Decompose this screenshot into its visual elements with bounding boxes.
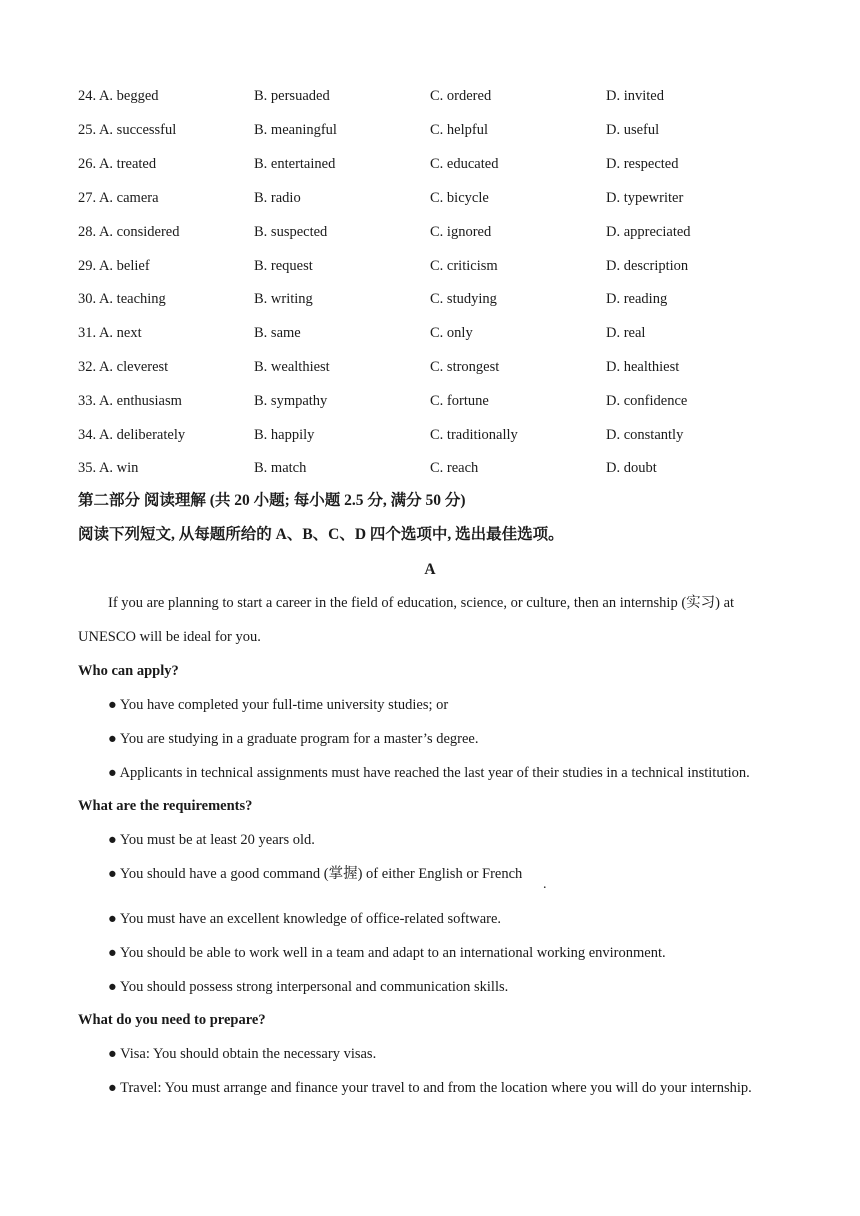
intro-paragraph-line-1: If you are planning to start a career in the field of education, science, or culture, then an internship (实习) at (108, 595, 735, 611)
question-row (78, 152, 798, 176)
prepare-heading: What do you need to prepare? (78, 1012, 266, 1028)
intro-paragraph-line-2: UNESCO will be ideal for you. (78, 629, 261, 645)
option-c: C. only (430, 325, 473, 341)
option-a: 24. A. begged (78, 88, 159, 104)
question-row (78, 321, 798, 345)
option-a: 35. A. win (78, 460, 139, 476)
option-b: B. happily (254, 427, 315, 443)
option-b: B. radio (254, 190, 301, 206)
bullet-item: ● You have completed your full-time university studies; or (108, 697, 449, 713)
option-d: D. appreciated (606, 224, 691, 240)
option-b: B. match (254, 460, 307, 476)
option-b: B. sympathy (254, 393, 328, 409)
option-d: D. reading (606, 291, 668, 307)
section-instruction: 阅读下列短文, 从每题所给的 A、B、C、D 四个选项中, 选出最佳选项。 (78, 526, 564, 543)
bullet-item: ● Visa: You should obtain the necessary visas. (108, 1046, 377, 1062)
bullet-item: ● Travel: You must arrange and finance your travel to and from the location where you will do your internship. (108, 1080, 752, 1096)
question-row (78, 186, 798, 210)
option-c: C. strongest (430, 359, 500, 375)
question-row (78, 287, 798, 311)
option-d: D. useful (606, 122, 660, 138)
question-row (78, 355, 798, 379)
question-row (78, 389, 798, 413)
option-d: D. doubt (606, 460, 657, 476)
question-row (78, 254, 798, 278)
stray-period-mark: . (543, 877, 547, 892)
option-a: 31. A. next (78, 325, 142, 341)
bullet-item: ● You must be at least 20 years old. (108, 832, 315, 848)
option-a: 34. A. deliberately (78, 427, 186, 443)
bullet-item: ● You should be able to work well in a team and adapt to an international working environment. (108, 945, 666, 961)
bullet-item: ● Applicants in technical assignments must have reached the last year of their studies in a technical institution. (108, 765, 750, 781)
bullet-item: ● You should have a good command (掌握) of either English or French (108, 866, 523, 882)
option-c: C. ignored (430, 224, 492, 240)
option-c: C. studying (430, 291, 497, 307)
option-d: D. respected (606, 156, 679, 172)
option-c: C. criticism (430, 258, 498, 274)
option-b: B. wealthiest (254, 359, 330, 375)
option-a: 25. A. successful (78, 122, 177, 138)
option-c: C. ordered (430, 88, 492, 104)
option-d: D. healthiest (606, 359, 680, 375)
option-b: B. persuaded (254, 88, 330, 104)
option-a: 28. A. considered (78, 224, 180, 240)
bullet-item: ● You are studying in a graduate program for a master’s degree. (108, 731, 479, 747)
option-c: C. educated (430, 156, 499, 172)
option-a: 26. A. treated (78, 156, 157, 172)
option-a: 32. A. cleverest (78, 359, 169, 375)
requirements-heading: What are the requirements? (78, 798, 253, 814)
option-b: B. same (254, 325, 301, 341)
option-a: 27. A. camera (78, 190, 159, 206)
option-c: C. helpful (430, 122, 488, 138)
question-row (78, 84, 798, 108)
option-b: B. suspected (254, 224, 328, 240)
question-row (78, 456, 798, 480)
bullet-item: ● You must have an excellent knowledge of office-related software. (108, 911, 502, 927)
question-row (78, 220, 798, 244)
option-d: D. description (606, 258, 689, 274)
option-b: B. entertained (254, 156, 336, 172)
option-b: B. writing (254, 291, 313, 307)
option-a: 29. A. belief (78, 258, 150, 274)
option-d: D. constantly (606, 427, 684, 443)
who-can-apply-heading: Who can apply? (78, 663, 179, 679)
question-row (78, 118, 798, 142)
bullet-item: ● You should possess strong interpersonal and communication skills. (108, 979, 509, 995)
option-d: D. real (606, 325, 646, 341)
option-c: C. fortune (430, 393, 489, 409)
option-a: 30. A. teaching (78, 291, 166, 307)
option-d: D. invited (606, 88, 664, 104)
section-title: 第二部分 阅读理解 (共 20 小题; 每小题 2.5 分, 满分 50 分) (78, 492, 466, 509)
option-b: B. request (254, 258, 313, 274)
question-row (78, 423, 798, 447)
option-c: C. reach (430, 460, 479, 476)
option-c: C. traditionally (430, 427, 518, 443)
option-c: C. bicycle (430, 190, 489, 206)
option-b: B. meaningful (254, 122, 337, 138)
option-a: 33. A. enthusiasm (78, 393, 182, 409)
passage-title: A (424, 561, 436, 578)
option-d: D. typewriter (606, 190, 684, 206)
option-d: D. confidence (606, 393, 688, 409)
